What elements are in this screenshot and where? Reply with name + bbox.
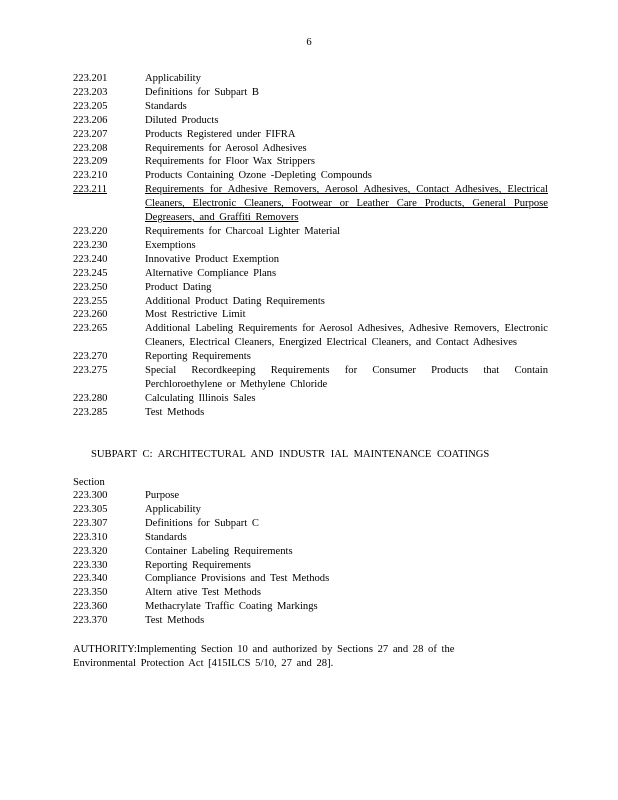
section-title: Purpose (145, 490, 180, 501)
table-of-contents-subpart-b (73, 72, 548, 420)
toc-row (73, 350, 548, 364)
section-number: 223.220 (73, 225, 108, 237)
section-title: Requirements for Adhesive Removers, Aerosol Adhesives, Contact Adhesives, Electrical Cleaners, Electronic Cleaners, Footwear or Leather Care Products, General Purpose Degreasers, and Graffiti Removers (145, 184, 548, 224)
table-of-contents-subpart-c (73, 489, 548, 628)
section-title: Requirements for Aerosol Adhesives (145, 142, 307, 154)
section-title: Special Recordkeeping Requirements for Consumer Products that Contain Perchloroethylene or Methylene Chloride (145, 365, 548, 390)
section-number: 223.275 (73, 365, 108, 377)
section-number: 223.201 (73, 73, 108, 84)
section-title: Test Methods (145, 615, 205, 627)
toc-row (73, 183, 548, 225)
toc-row (73, 253, 548, 267)
section-title: Standards (145, 100, 187, 112)
section-title: Methacrylate Traffic Coating Markings (145, 601, 318, 613)
toc-row (73, 295, 548, 309)
section-number: 223.206 (73, 114, 108, 126)
section-number: 223.370 (73, 615, 108, 627)
section-title: Diluted Products (145, 114, 219, 126)
section-number: 223.305 (73, 503, 108, 515)
toc-row (73, 155, 548, 169)
section-title: Altern ative Test Methods (145, 587, 261, 599)
section-number: 223.203 (73, 86, 108, 98)
section-number: 223.208 (73, 142, 108, 154)
toc-row (73, 545, 548, 559)
toc-row (73, 600, 548, 614)
toc-row (73, 239, 548, 253)
section-title: Product Dating (145, 281, 212, 293)
section-number: 223.211 (73, 184, 108, 196)
section-number: 223.270 (73, 351, 108, 363)
toc-row (73, 614, 548, 628)
authority-note: AUTHORITY:Implementing Section 10 and authorized by Sections 27 and 28 of the Environmental Protection Act [415ILCS 5/10, 27 and 28]. (73, 644, 455, 669)
section-number: 223.320 (73, 545, 108, 557)
section-number: 223.210 (73, 170, 108, 182)
section-title: Definitions for Subpart B (145, 86, 259, 98)
section-title: Test Methods (145, 406, 205, 418)
section-title: Innovative Product Exemption (145, 253, 280, 265)
section-title: Calculating Illinois Sales (145, 392, 256, 404)
section-title: Reporting Requirements (145, 559, 251, 571)
section-title: Container Labeling Requirements (145, 545, 293, 557)
section-label: Section (73, 477, 105, 488)
toc-row (73, 517, 548, 531)
section-number: 223.300 (73, 490, 108, 501)
section-number: 223.250 (73, 281, 108, 293)
section-number: 223.209 (73, 156, 108, 168)
section-number: 223.280 (73, 392, 108, 404)
section-title: Reporting Requirements (145, 351, 251, 363)
section-number: 223.207 (73, 128, 108, 140)
section-title: Exemptions (145, 239, 196, 251)
section-number: 223.205 (73, 100, 108, 112)
toc-row (73, 100, 548, 114)
toc-row (73, 267, 548, 281)
section-title: Applicability (145, 73, 201, 84)
toc-row (73, 392, 548, 406)
toc-row (73, 572, 548, 586)
section-title: Standards (145, 531, 187, 543)
toc-row (73, 586, 548, 600)
section-title: Applicability (145, 503, 201, 515)
section-title: Alternative Compliance Plans (145, 267, 277, 279)
toc-row (73, 503, 548, 517)
toc-row (73, 225, 548, 239)
section-number: 223.285 (73, 406, 108, 418)
section-title: Products Registered under FIFRA (145, 128, 296, 140)
section-number: 223.245 (73, 267, 108, 279)
page-number: 6 (306, 37, 312, 48)
toc-row (73, 169, 548, 183)
section-title: Requirements for Charcoal Lighter Material (145, 225, 341, 237)
section-number: 223.255 (73, 295, 108, 307)
toc-row (73, 531, 548, 545)
toc-row (73, 114, 548, 128)
section-title: Products Containing Ozone -Depleting Compounds (145, 170, 372, 182)
toc-row (73, 128, 548, 142)
subpart-c-heading: SUBPART C: ARCHITECTURAL AND INDUSTR IAL MAINTENANCE COATINGS (91, 449, 490, 460)
section-number: 223.310 (73, 531, 108, 543)
toc-row (73, 489, 548, 503)
section-title: Additional Product Dating Requirements (145, 295, 325, 307)
section-number: 223.360 (73, 601, 108, 613)
toc-row (73, 322, 548, 350)
toc-row (73, 308, 548, 322)
section-number: 223.260 (73, 309, 108, 321)
toc-row (73, 72, 548, 86)
section-title: Definitions for Subpart C (145, 517, 259, 529)
toc-row (73, 364, 548, 392)
toc-row (73, 142, 548, 156)
section-number: 223.307 (73, 517, 108, 529)
toc-row (73, 406, 548, 420)
section-title: Requirements for Floor Wax Strippers (145, 156, 315, 168)
toc-row (73, 559, 548, 573)
section-title: Most Restrictive Limit (145, 309, 246, 321)
toc-row (73, 86, 548, 100)
section-title: Compliance Provisions and Test Methods (145, 573, 330, 585)
section-number: 223.240 (73, 253, 108, 265)
section-number: 223.330 (73, 559, 108, 571)
section-number: 223.350 (73, 587, 108, 599)
section-title: Additional Labeling Requirements for Aerosol Adhesives, Adhesive Removers, Electronic Cleaners, Electrical Cleaners, Energized Electrical Cleaners, and Contact Adhesives (145, 323, 548, 349)
section-number: 223.340 (73, 573, 108, 585)
section-number: 223.265 (73, 323, 108, 335)
section-number: 223.230 (73, 239, 108, 251)
toc-row (73, 281, 548, 295)
